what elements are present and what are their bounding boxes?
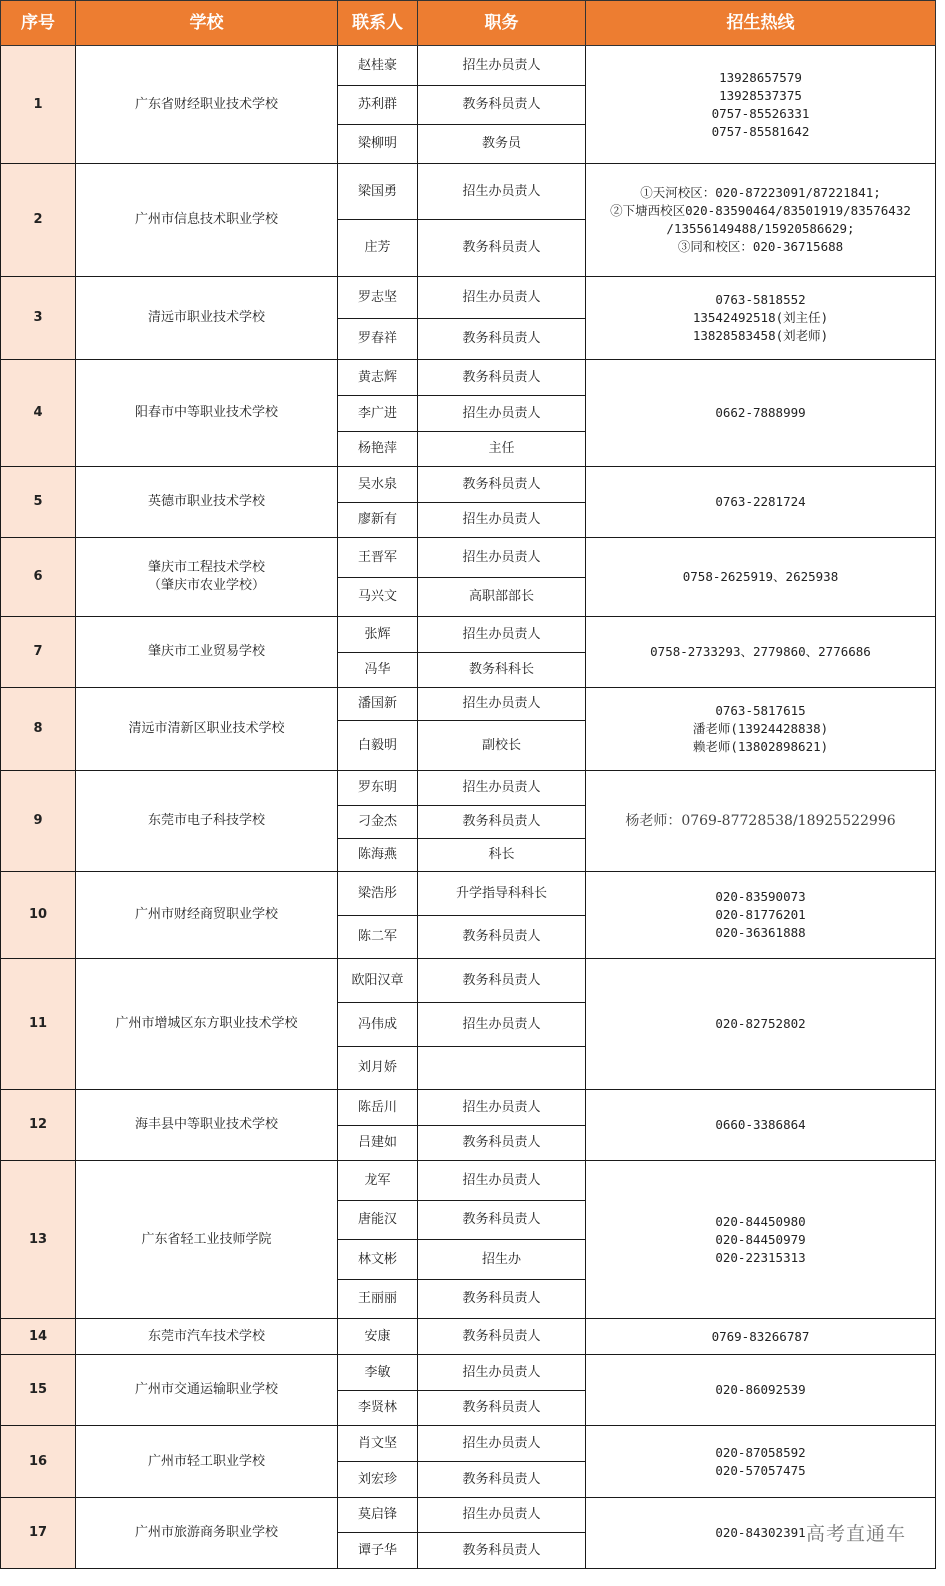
hotline: 0763-2281724 xyxy=(586,467,936,538)
row-number: 5 xyxy=(1,467,76,538)
school-name: 东莞市汽车技术学校 xyxy=(76,1319,338,1355)
contact-position: 招生办 xyxy=(418,1240,586,1280)
table-row xyxy=(1,959,936,1003)
row-number: 12 xyxy=(1,1090,76,1161)
contact-name: 马兴文 xyxy=(338,578,418,617)
contact-name: 杨艳萍 xyxy=(338,432,418,467)
row-number: 7 xyxy=(1,617,76,688)
hotline: 0763-5817615 潘老师(13924428838) 赖老师(13802898621) xyxy=(586,688,936,771)
contact-position: 主任 xyxy=(418,432,586,467)
contact-name: 唐能汉 xyxy=(338,1201,418,1240)
contact-position: 教务科员责人 xyxy=(418,1201,586,1240)
contact-name: 肖文坚 xyxy=(338,1426,418,1462)
hotline: 020-87058592 020-57057475 xyxy=(586,1426,936,1498)
contact-position: 教务科员责人 xyxy=(418,1462,586,1498)
contact-name: 赵桂豪 xyxy=(338,46,418,86)
row-number: 3 xyxy=(1,277,76,360)
contact-name: 梁国勇 xyxy=(338,164,418,220)
table-row xyxy=(1,1319,936,1355)
hotline: 020-84302391 xyxy=(586,1498,936,1569)
contact-position: 招生办员责人 xyxy=(418,1161,586,1201)
contact-name: 庄芳 xyxy=(338,220,418,277)
contact-position: 招生办员责人 xyxy=(418,771,586,806)
contact-position: 招生办员责人 xyxy=(418,688,586,721)
header-position: 职务 xyxy=(418,1,586,46)
contact-name: 苏利群 xyxy=(338,86,418,125)
contact-position: 招生办员责人 xyxy=(418,1003,586,1047)
contact-position: 教务科员责人 xyxy=(418,1391,586,1426)
row-number: 1 xyxy=(1,46,76,164)
school-name: 广州市增城区东方职业技术学校 xyxy=(76,959,338,1090)
table-row xyxy=(1,1498,936,1533)
hotline: 020-84450980 020-84450979 020-22315313 xyxy=(586,1161,936,1319)
table-row xyxy=(1,277,936,319)
contact-name: 陈海燕 xyxy=(338,839,418,872)
contact-name: 潘国新 xyxy=(338,688,418,721)
contact-name: 龙军 xyxy=(338,1161,418,1201)
table-row xyxy=(1,538,936,578)
contact-name: 李广进 xyxy=(338,396,418,432)
row-number: 4 xyxy=(1,360,76,467)
contact-name: 白毅明 xyxy=(338,721,418,771)
contact-position: 教务科员责人 xyxy=(418,319,586,360)
table-row xyxy=(1,467,936,503)
table-row xyxy=(1,1161,936,1201)
contact-position: 招生办员责人 xyxy=(418,1355,586,1391)
contact-name: 王晋军 xyxy=(338,538,418,578)
contact-name: 欧阳汉章 xyxy=(338,959,418,1003)
contact-name: 冯伟成 xyxy=(338,1003,418,1047)
hotline: 0763-5818552 13542492518(刘主任) 13828583458(刘老师) xyxy=(586,277,936,360)
row-number: 14 xyxy=(1,1319,76,1355)
table-row xyxy=(1,46,936,86)
contact-name: 安康 xyxy=(338,1319,418,1355)
row-number: 13 xyxy=(1,1161,76,1319)
hotline: 0758-2625919、2625938 xyxy=(586,538,936,617)
contact-position: 招生办员责人 xyxy=(418,396,586,432)
table-row xyxy=(1,1426,936,1462)
contact-position: 招生办员责人 xyxy=(418,503,586,538)
contact-position: 教务科员责人 xyxy=(418,1319,586,1355)
school-name: 广州市轻工职业学校 xyxy=(76,1426,338,1498)
header-hotline: 招生热线 xyxy=(586,1,936,46)
school-name: 广东省财经职业技术学校 xyxy=(76,46,338,164)
school-name: 清远市职业技术学校 xyxy=(76,277,338,360)
table-row xyxy=(1,1355,936,1391)
contact-name: 吴水泉 xyxy=(338,467,418,503)
table-row xyxy=(1,1090,936,1126)
school-name: 广州市财经商贸职业学校 xyxy=(76,872,338,959)
hotline: 杨老师：0769-87728538/18925522996 xyxy=(586,771,936,872)
hotline: 0758-2733293、2779860、2776686 xyxy=(586,617,936,688)
contact-name: 廖新有 xyxy=(338,503,418,538)
contact-position: 招生办员责人 xyxy=(418,1426,586,1462)
contact-name: 陈二军 xyxy=(338,916,418,959)
school-name: 东莞市电子科技学校 xyxy=(76,771,338,872)
school-name: 阳春市中等职业技术学校 xyxy=(76,360,338,467)
table-row xyxy=(1,872,936,916)
contact-name: 冯华 xyxy=(338,653,418,688)
contact-position: 教务员 xyxy=(418,125,586,164)
contact-name: 李贤林 xyxy=(338,1391,418,1426)
contact-name: 林文彬 xyxy=(338,1240,418,1280)
contact-name: 莫启锋 xyxy=(338,1498,418,1533)
school-name: 广州市交通运输职业学校 xyxy=(76,1355,338,1426)
contact-position: 招生办员责人 xyxy=(418,164,586,220)
row-number: 11 xyxy=(1,959,76,1090)
watermark: 高考直通车 xyxy=(806,1523,907,1545)
contact-name: 刘月娇 xyxy=(338,1047,418,1090)
contact-position: 教务科员责人 xyxy=(418,1126,586,1161)
school-name: 海丰县中等职业技术学校 xyxy=(76,1090,338,1161)
contact-position: 科长 xyxy=(418,839,586,872)
contact-name: 张辉 xyxy=(338,617,418,653)
contact-name: 刘宏珍 xyxy=(338,1462,418,1498)
contact-name: 罗东明 xyxy=(338,771,418,806)
contact-position: 教务科员责人 xyxy=(418,467,586,503)
row-number: 9 xyxy=(1,771,76,872)
row-number: 8 xyxy=(1,688,76,771)
contact-position: 教务科员责人 xyxy=(418,360,586,396)
contact-name: 罗志坚 xyxy=(338,277,418,319)
row-number: 16 xyxy=(1,1426,76,1498)
school-name: 英德市职业技术学校 xyxy=(76,467,338,538)
row-number: 10 xyxy=(1,872,76,959)
hotline: 13928657579 13928537375 0757-85526331 0757-85581642 xyxy=(586,46,936,164)
contact-name: 陈岳川 xyxy=(338,1090,418,1126)
contact-position: 教务科员责人 xyxy=(418,86,586,125)
contact-name: 罗春祥 xyxy=(338,319,418,360)
contact-name: 梁浩彤 xyxy=(338,872,418,916)
contact-position: 招生办员责人 xyxy=(418,1498,586,1533)
contact-name: 刁金杰 xyxy=(338,806,418,839)
table-row xyxy=(1,771,936,806)
hotline: 0660-3386864 xyxy=(586,1090,936,1161)
contact-position: 教务科员责人 xyxy=(418,916,586,959)
header-row xyxy=(1,1,936,46)
hotline: 020-86092539 xyxy=(586,1355,936,1426)
school-name: 肇庆市工业贸易学校 xyxy=(76,617,338,688)
row-number: 15 xyxy=(1,1355,76,1426)
contact-name: 王丽丽 xyxy=(338,1280,418,1319)
contact-name: 梁柳明 xyxy=(338,125,418,164)
school-name: 广州市旅游商务职业学校 xyxy=(76,1498,338,1569)
contact-position: 教务科员责人 xyxy=(418,1533,586,1569)
contact-position: 招生办员责人 xyxy=(418,617,586,653)
contact-position: 教务科员责人 xyxy=(418,1280,586,1319)
contact-position: 教务科员责人 xyxy=(418,220,586,277)
contact-position xyxy=(418,1047,586,1090)
hotline: 0769-83266787 xyxy=(586,1319,936,1355)
header-no: 序号 xyxy=(1,1,76,46)
school-name: 肇庆市工程技术学校 （肇庆市农业学校） xyxy=(76,538,338,617)
contact-position: 招生办员责人 xyxy=(418,46,586,86)
hotline: 020-83590073 020-81776201 020-36361888 xyxy=(586,872,936,959)
table-row xyxy=(1,688,936,721)
contact-name: 黄志辉 xyxy=(338,360,418,396)
table-row xyxy=(1,164,936,220)
row-number: 2 xyxy=(1,164,76,277)
school-name: 清远市清新区职业技术学校 xyxy=(76,688,338,771)
contact-position: 教务科科长 xyxy=(418,653,586,688)
hotline: 020-82752802 xyxy=(586,959,936,1090)
contact-position: 副校长 xyxy=(418,721,586,771)
header-school: 学校 xyxy=(76,1,338,46)
hotline: ①天河校区：020-87223091/87221841; ②下塘西校区020-83590464/83501919/83576432 /13556149488/15920586629; ③同和校区：020-36715688 xyxy=(586,164,936,277)
contact-position: 教务科员责人 xyxy=(418,959,586,1003)
contact-position: 升学指导科科长 xyxy=(418,872,586,916)
contact-position: 招生办员责人 xyxy=(418,538,586,578)
hotline: 0662-7888999 xyxy=(586,360,936,467)
row-number: 6 xyxy=(1,538,76,617)
row-number: 17 xyxy=(1,1498,76,1569)
school-name: 广州市信息技术职业学校 xyxy=(76,164,338,277)
contact-position: 招生办员责人 xyxy=(418,1090,586,1126)
contact-position: 教务科员责人 xyxy=(418,806,586,839)
contact-name: 李敏 xyxy=(338,1355,418,1391)
contact-position: 高职部部长 xyxy=(418,578,586,617)
contact-name: 吕建如 xyxy=(338,1126,418,1161)
contact-position: 招生办员责人 xyxy=(418,277,586,319)
school-name: 广东省轻工业技师学院 xyxy=(76,1161,338,1319)
table-row xyxy=(1,360,936,396)
header-contact: 联系人 xyxy=(338,1,418,46)
contact-name: 谭子华 xyxy=(338,1533,418,1569)
table-row xyxy=(1,617,936,653)
